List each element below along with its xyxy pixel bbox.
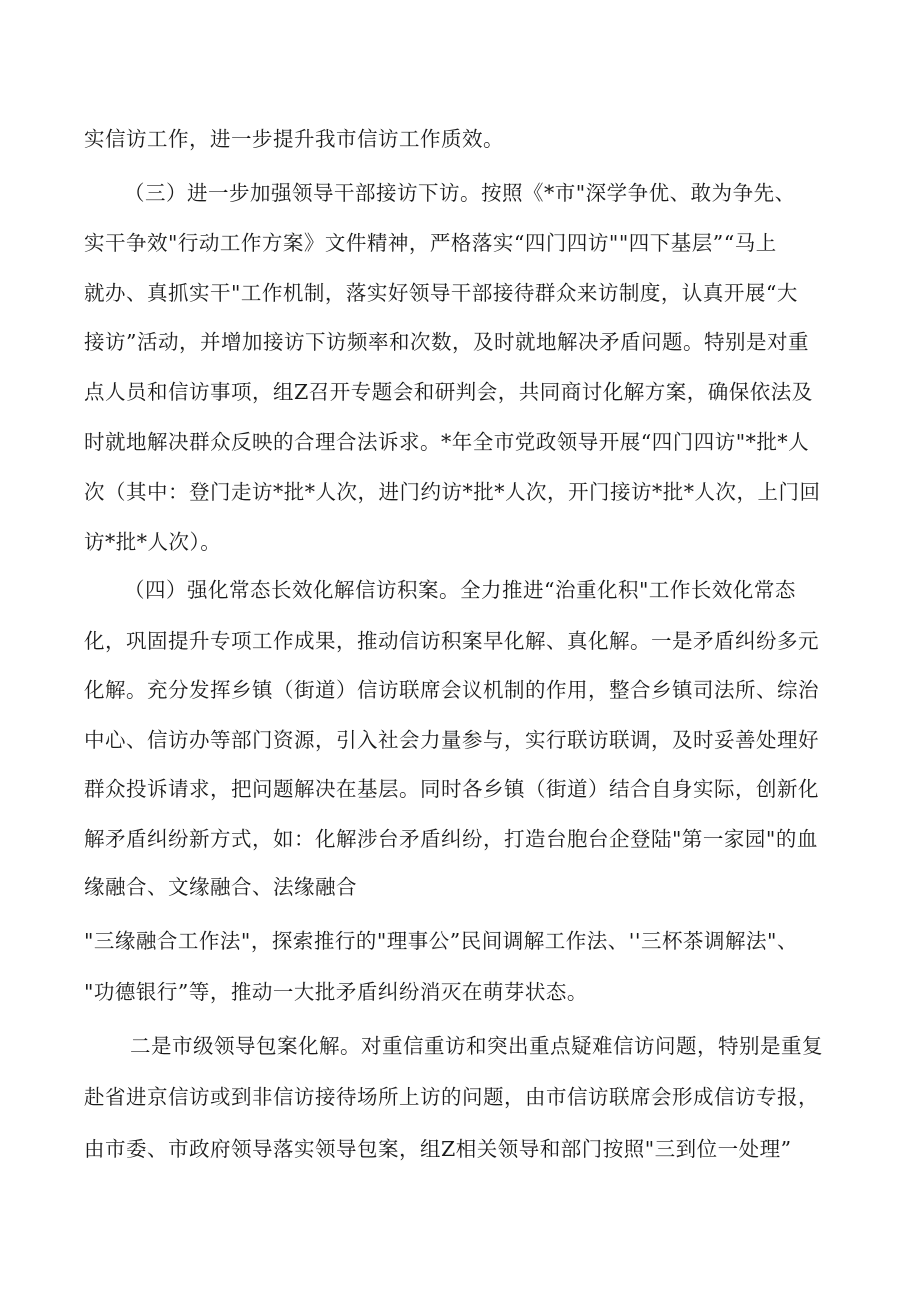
text-line: 接访”活动，并增加接访下访频率和次数，及时就地解决矛盾问题。特别是对重 xyxy=(84,330,809,354)
text-line: 点人员和信访事项，组Z召开专题会和研判会，共同商讨化解方案，确保依法及 xyxy=(84,380,813,404)
text-line: 由市委、市政府领导落实领导包案，组Z相关领导和部门按照"三到位一处理” xyxy=(84,1137,792,1161)
text-line: 实信访工作，进一步提升我市信访工作质效。 xyxy=(84,127,504,151)
text-line: "功德银行”等，推动一大批矛盾纠纷消灭在萌芽状态。 xyxy=(84,980,588,1004)
text-line: 二是市级领导包案化解。对重信重访和突出重点疑难信访问题，特别是重复 xyxy=(130,1034,823,1058)
text-line: 群众投诉请求，把问题解决在基层。同时各乡镇（街道）结合自身实际，创新化 xyxy=(84,777,819,801)
text-line: 解矛盾纠纷新方式，如：化解涉台矛盾纠纷，打造台胞台企登陆"第一家园"的血 xyxy=(84,827,818,851)
text-line: 化解。充分发挥乡镇（街道）信访联席会议机制的作用，整合乡镇司法所、综治 xyxy=(84,678,819,702)
text-line: （四）强化常态长效化解信访积案。全力推进“治重化积"工作长效化常态 xyxy=(124,578,796,602)
text-line: 缘融合、文缘融合、法缘融合 xyxy=(84,875,357,899)
text-line: "三缘融合工作法"，探索推行的"理事公”民间调解工作法、''三杯茶调解法"、 xyxy=(84,929,798,953)
text-line: 就办、真抓实干"工作机制，落实好领导干部接待群众来访制度，认真开展“大 xyxy=(84,281,798,305)
text-line: 访*批*人次）。 xyxy=(84,530,222,554)
text-line: 中心、信访办等部门资源，引入社会力量参与，实行联访联调，及时妥善处理好 xyxy=(84,728,819,752)
text-line: 时就地解决群众反映的合理合法诉求。*年全市党政领导开展“四门四访"*批*人 xyxy=(84,430,810,454)
text-line: 次（其中：登门走访*批*人次，进门约访*批*人次，开门接访*批*人次，上门回 xyxy=(84,480,821,504)
text-line: 实干争效"行动工作方案》文件精神，严格落实“四门四访""四下基层”“马上 xyxy=(84,231,777,255)
text-line: （三）进一步加强领导干部接访下访。按照《*市"深学争优、敢为争先、 xyxy=(124,181,796,205)
text-line: 化，巩固提升专项工作成果，推动信访积案早化解、真化解。一是矛盾纠纷多元 xyxy=(84,629,819,653)
text-line: 赴省进京信访或到非信访接待场所上访的问题，由市信访联席会形成信访专报， xyxy=(84,1085,819,1109)
